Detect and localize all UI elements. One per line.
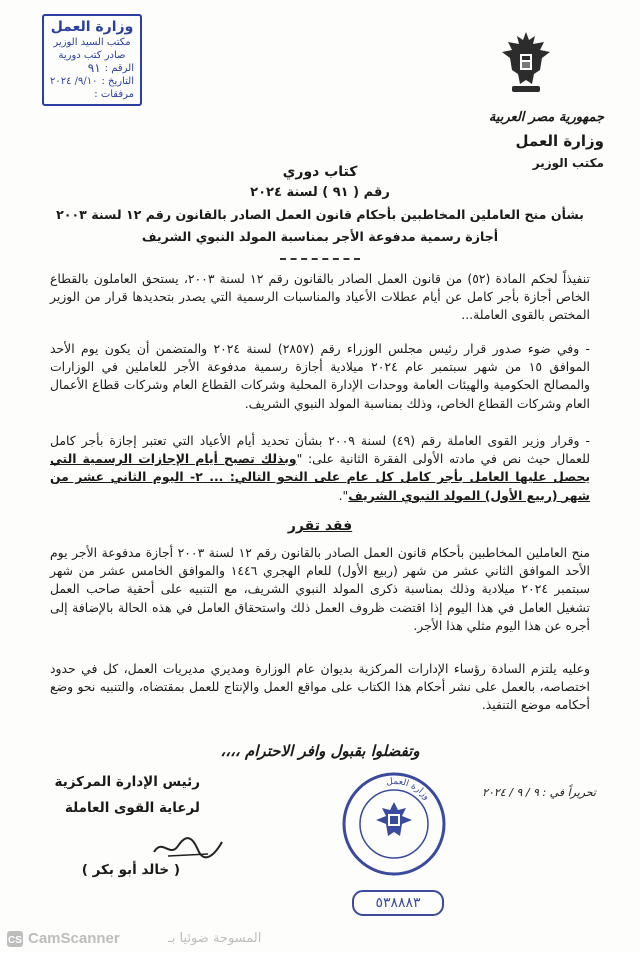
stamp-number-label: الرقم : xyxy=(104,63,134,74)
handwritten-signature xyxy=(148,832,228,862)
title-divider xyxy=(280,258,360,260)
stamp-ministry: وزارة العمل xyxy=(50,19,134,35)
seal-ring-text: وزارة العمل xyxy=(385,776,432,803)
paragraph-1: تنفيذاً لحكم المادة (٥٢) من قانون العمل الصادر بالقانون رقم ١٢ لسنة ٢٠٠٣، يستحق العاملون بالقطاع الخاص أجازة بأجر كامل عن أيام عطلات الأعياد والمناسبات الرسمية التي يصدر بتحديدها قرار من الوزير المختص بالقوى العاملة... xyxy=(50,271,590,323)
circular-title: كتاب دوري xyxy=(282,164,358,180)
subject-line-2: أجازة رسمية مدفوعة الأجر بمناسبة المولد النبوي الشريف xyxy=(141,229,499,244)
circular-number: رقم ( ٩١ ) لسنة ٢٠٢٤ xyxy=(250,185,390,200)
signatory-title-2: لرعاية القوى العاملة xyxy=(64,800,200,816)
stamp-date-label: التاريخ : xyxy=(101,76,134,87)
paragraph-2: - وفي ضوء صدور قرار رئيس مجلس الوزراء رقم (٢٨٥٧) لسنة ٢٠٢٤ والمتضمن أن يكون يوم الأحد الموافق ١٥ من شهر سبتمبر عام ٢٠٢٤ ميلادية أجازة رسمية مدفوعة الأجر للعاملين في الوزارات والمصالح الحكومية والهيئات العامة ووحدات الإدارة المحلية وشركات القطاع العام وشركات قطاع الأعمال العام وشركات القطاع الخاص، وذلك بمناسبة المولد النبوي الشريف. xyxy=(50,341,591,411)
office-name: مكتب الوزير xyxy=(532,156,604,170)
signatory-name: ( خالد أبو بكر ) xyxy=(81,862,180,878)
svg-text:CS: CS xyxy=(8,935,22,946)
seal-serial: ٥٣٨٨٨٣ xyxy=(352,890,444,916)
paragraph-5: وعليه يلتزم السادة رؤساء الإدارات المركزية بديوان عام الوزارة ومديري مديريات العمل، كل في حدود اختصاصه، بالعمل على نشر أحكام هذا الكتاب على مواقع العمل والإنتاج للعمل بمقتضاه، والتنبيه نحو وضع أحكامه موضع التنفيذ. xyxy=(50,661,590,713)
paragraph-3-end: ". xyxy=(338,487,349,503)
eagle-emblem-icon xyxy=(500,30,552,96)
paragraph-3-quote: وبذلك تصبح أيام الإجازات الرسمية التي يحصل عليها العامل بأجر كامل كل عام على النحو التالي: ... ٢- اليوم الثاني عشر من شهر (ربيع الأول) المولد النبوي الشريف xyxy=(50,451,590,503)
stamp-number-value: ٩١ xyxy=(87,61,101,75)
decision-heading: فقد تقرر xyxy=(287,518,353,534)
scanned-with-label: المسوحة ضوئيا بـ xyxy=(168,931,262,946)
closing-phrase: وتفضلوا بقبول وافر الاحترام ،،،، xyxy=(220,742,420,760)
subject-line-1: بشأن منح العاملين المخاطبين بأحكام قانون العمل الصادر بالقانون رقم ١٢ لسنة ٢٠٠٣ xyxy=(56,207,584,222)
stamp-date-value: ٩/١٠/ ٢٠٢٤ xyxy=(49,76,98,87)
camscanner-brand: CamScanner xyxy=(28,930,120,947)
scanner-watermark xyxy=(0,926,640,953)
paragraph-3 xyxy=(50,432,590,510)
stamp-office: مكتب السيد الوزير xyxy=(53,37,131,48)
outgoing-stamp xyxy=(42,14,142,106)
dated-line: تحريراً في : ٩ / ٩ / ٢٠٢٤ xyxy=(482,786,596,799)
republic-name: جمهورية مصر العربية xyxy=(488,110,604,125)
stamp-type: صادر كتب دورية xyxy=(58,50,126,61)
stamp-number-row xyxy=(44,62,140,75)
official-seal xyxy=(340,770,448,878)
paragraph-3-text: - وقرار وزير القوى العاملة رقم (٤٩) لسنة ٢٠٠٩ بشأن تحديد أيام الأعياد التي تعتبر إجازة بأجر كامل للعمال حيث نص في مادته الأولى الفقرة الثانية على: " xyxy=(50,433,590,467)
stamp-date-row xyxy=(44,75,140,88)
stamp-attachments-label: مرفقات : xyxy=(94,89,134,100)
ministry-name: وزارة العمل xyxy=(515,132,604,150)
camscanner-logo-icon xyxy=(6,930,24,948)
stamp-attachments-row xyxy=(44,88,140,101)
paragraph-4: منح العاملين المخاطبين بأحكام قانون العمل الصادر بالقانون رقم ١٢ لسنة ٢٠٠٣ أجازة مدفوعة الأجر يوم الأحد الموافق الثاني عشر من شهر (ربيع الأول) للعام الهجري ١٤٤٦ والموافق الخامس عشر من شهر سبتمبر ٢٠٢٤ ميلادية وذلك بمناسبة ذكرى المولد النبوي الشريف، مع التنبيه على أحقية صاحب العمل تشغيل العامل في هذا اليوم إذا اقتضت ظروف العمل ذلك واستحقاق العامل في هذه الحالة بالإضافة إلى أجره عن هذا اليوم مثلي هذا الأجر. xyxy=(50,545,590,633)
signatory-title-1: رئيس الإدارة المركزية xyxy=(54,774,200,790)
